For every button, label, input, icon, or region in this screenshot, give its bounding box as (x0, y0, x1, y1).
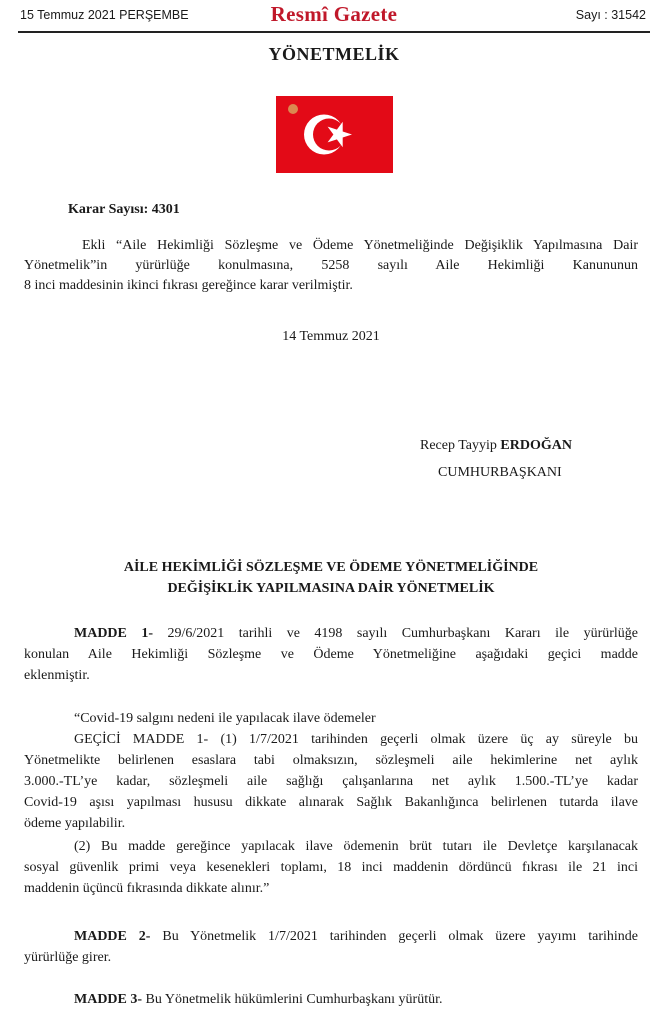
quote-line: ödeme yapılabilir. (24, 816, 126, 831)
article-2-line (74, 927, 638, 947)
decision-line: Ekli “Aile Hekimliği Sözleşme ve Ödeme Yönetmeliğinde Değişiklik Yapılmasına Dair (82, 238, 638, 253)
article-1-label: MADDE 1- (74, 626, 154, 641)
article-1-line: eklenmiştir. (24, 668, 90, 683)
gazette-header (0, 0, 668, 30)
article-2-label: MADDE 2- (74, 929, 151, 944)
quote-line: sosyal güvenlik primi veya kesenekleri toplamı, 18 inci maddenin dördüncü fıkrası ile 21 inci (24, 860, 638, 875)
quote-line: (2) Bu madde gereğince yapılacak ilave ödemenin brüt tutarı ile Devletçe karşılanacak (74, 839, 638, 854)
article-3-label: MADDE 3- (74, 992, 143, 1007)
quote-line: GEÇİCİ MADDE 1- (1) 1/7/2021 tarihinden geçerli olmak üzere üç ay süreyle bu (74, 732, 638, 747)
article-1-line: konulan Aile Hekimliği Sözleşme ve Ödeme Yönetmeliğine aşağıdaki geçici madde (24, 647, 638, 662)
article-3 (74, 990, 638, 1010)
signatory-surname: ERDOĞAN (500, 438, 572, 453)
gazette-title: Resmî Gazete (270, 2, 398, 26)
issue-number: Sayı : 31542 (575, 8, 646, 22)
article-1-line (74, 624, 638, 644)
turkish-flag-icon (276, 96, 393, 173)
header-divider (18, 31, 650, 33)
signatory-name (420, 436, 650, 456)
quote-line: Covid-19 aşısı yapılması hususu dikkate alınarak Sağlık Bakanlığınca belirlenen tutarda ilave (24, 795, 638, 810)
decision-number: Karar Sayısı: 4301 (68, 202, 180, 217)
header-date: 15 Temmuz 2021 PERŞEMBE (20, 8, 189, 22)
article-3-text: Bu Yönetmelik hükümlerini Cumhurbaşkanı yürütür. (142, 992, 443, 1007)
decision-date: 14 Temmuz 2021 (282, 329, 380, 344)
article-1-text: 29/6/2021 tarihli ve 4198 sayılı Cumhurbaşkanı Kararı ile yürürlüğe (153, 626, 638, 641)
quote-line: “Covid-19 salgını nedeni ile yapılacak ilave ödemeler (74, 711, 376, 726)
signatory-title: CUMHURBAŞKANI (438, 465, 562, 480)
quote-line: 3.000.-TL’ye kadar, sözleşmeli aile sağlığı çalışanlarına net aylık 1.500.-TL’ye kadar (24, 774, 638, 789)
regulation-title-line2: DEĞİŞİKLİK YAPILMASINA DAİR YÖNETMELİK (167, 581, 495, 596)
decision-line: Yönetmelik”in yürürlüğe konulmasına, 5258 sayılı Aile Hekimliği Kanununun (24, 258, 638, 273)
decision-line: 8 inci maddesinin ikinci fıkrası gereğince karar verilmiştir. (24, 278, 353, 293)
regulation-title-line1: AİLE HEKİMLİĞİ SÖZLEŞME VE ÖDEME YÖNETMELİĞİNDE (123, 560, 539, 575)
quote-line: maddenin üçüncü fıkrasında dikkate alınır.” (24, 881, 270, 896)
signatory-first-names: Recep Tayyip (420, 438, 501, 453)
section-title: YÖNETMELİK (268, 44, 400, 64)
article-2-line: yürürlüğe girer. (24, 950, 112, 965)
article-2-text: Bu Yönetmelik 1/7/2021 tarihinden geçerli olmak üzere yayımı tarihinde (150, 929, 638, 944)
quote-line: Yönetmelikte belirlenen esaslara tabi olmaksızın, sözleşmeli aile hekimlerine net aylık (24, 753, 638, 768)
